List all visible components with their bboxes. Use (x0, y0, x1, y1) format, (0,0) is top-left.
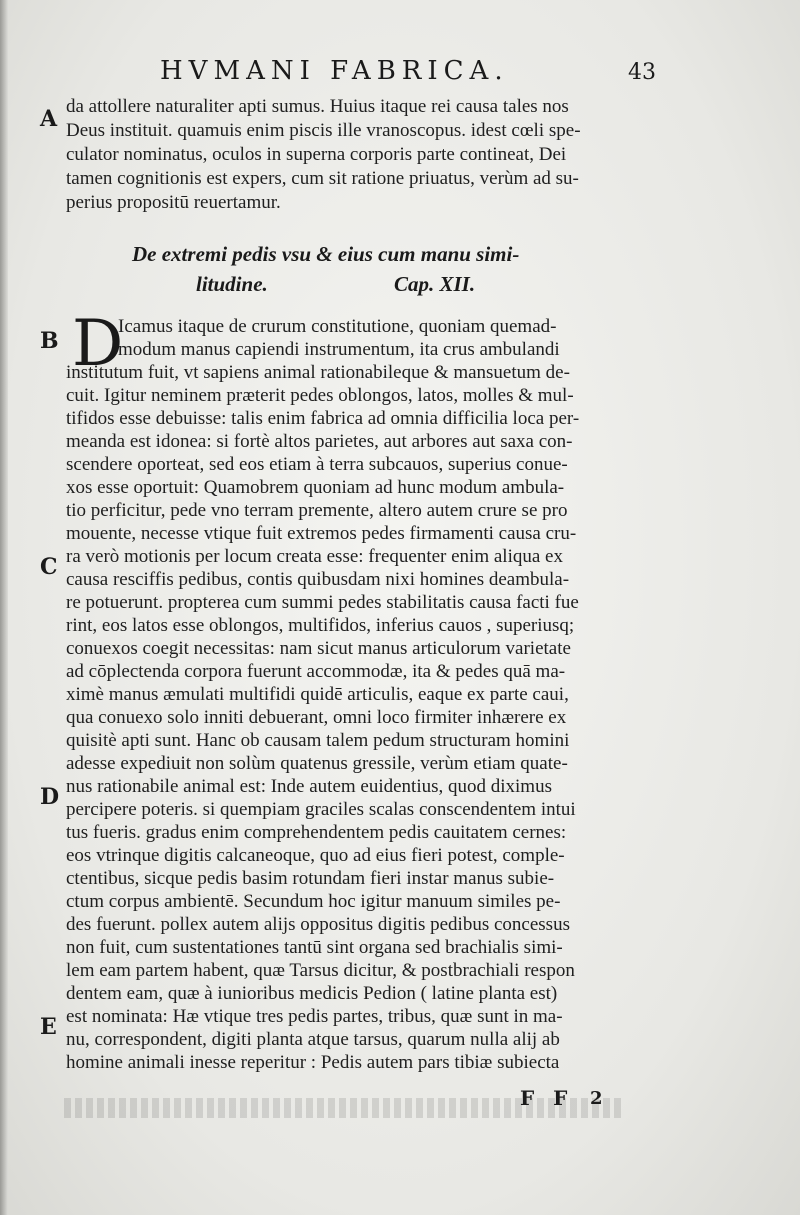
text-line: cuit. Igitur neminem præterit pedes oblongos, latos, molles & mul- (66, 385, 574, 406)
text-line: xos esse oportuit: Quamobrem quoniam ad hunc modum ambula- (66, 477, 565, 498)
margin-letter-b: B (40, 328, 59, 354)
margin-letter-a: A (40, 106, 58, 132)
running-title: HVMANI FABRICA. (160, 56, 509, 86)
text-line: rint, eos latos esse oblongos, multifidos, inferius cauos , superiusq; (66, 615, 575, 636)
text-line: institutum fuit, vt sapiens animal rationabileque & mansuetum de- (66, 362, 570, 383)
text-line: quisitè apti sunt. Hanc ob causam talem pedum structuram homini (66, 730, 570, 751)
page-number: 43 (628, 60, 656, 85)
text-line: ctentibus, sicque pedis basim rotundam fieri instar manus subie- (66, 868, 555, 889)
text-line: modum manus capiendi instrumentum, ita crus ambulandi (118, 339, 560, 360)
text-line: ximè manus æmulati multifidi quidē articulis, eaque ex parte caui, (66, 684, 569, 705)
text-line: culator nominatus, oculos in superna corporis parte contineat, Dei (66, 144, 567, 165)
text-line: homine animali inesse reperitur : Pedis autem pars tibiæ subiecta (66, 1052, 560, 1073)
text-line: des fuerunt. pollex autem alijs oppositus digitis pedibus concessus (66, 914, 570, 935)
text-line: nus rationabile animal est: Inde autem euidentius, quod diximus (66, 776, 552, 797)
text-line: ad cōplectenda corpora fuerunt accommodæ, ita & pedes quā ma- (66, 661, 566, 682)
text-line: causa resciffis pedibus, contis quibusdam nixi homines deambula- (66, 569, 570, 590)
chapter-heading-line1: De extremi pedis vsu & eius cum manu simi- (132, 242, 520, 266)
margin-letter-e: E (40, 1014, 57, 1040)
drop-capital: D (72, 307, 124, 381)
text-line: da attollere naturaliter apti sumus. Huius itaque rei causa tales nos (66, 96, 569, 117)
chapter-label: Cap. XII. (394, 272, 476, 296)
signature-mark: F F (520, 1086, 574, 1110)
text-line: qua conuexo solo inniti debuerant, omni loco firmiter inhærere ex (66, 707, 567, 728)
text-line: dentem eam, quæ à iunioribus medicis Pedion ( latine planta est) (66, 983, 558, 1004)
text-line: tamen cognitionis est expers, cum sit ratione priuatus, verùm ad su- (66, 168, 579, 189)
text-line: non fuit, cum sustentationes tantū sint organa sed brachialis simi- (66, 937, 563, 958)
text-line: adesse expediuit non solùm quatenus gressile, verùm etiam quate- (66, 753, 568, 774)
text-line: mouente, necesse vtique fuit extremos pedes firmamenti causa cru- (66, 523, 577, 544)
text-line: perius propositū reuertamur. (66, 192, 281, 213)
text-line: ctum corpus ambientē. Secundum hoc igitur manuum similes pe- (66, 891, 561, 912)
text-line: ra verò motionis per locum creata esse: frequenter enim aliqua ex (66, 546, 563, 567)
margin-letter-c: C (40, 554, 58, 580)
text-line: tio perficitur, pede vno terram premente, altero autem crure se pro (66, 500, 568, 521)
text-line: tifidos esse debuisse: talis enim fabrica ad omnia difficilia loca per- (66, 408, 580, 429)
text-line: scendere oporteat, sed eos etiam à terra subcauos, superius conue- (66, 454, 568, 475)
text-line: lem eam partem habent, quæ Tarsus dicitur, & postbrachiali respon (66, 960, 575, 981)
signature-number: 2 (590, 1088, 603, 1109)
text-line: conuexos coegit necessitas: nam sicut manus articulorum varietate (66, 638, 571, 659)
text-line: Deus instituit. quamuis enim piscis ille vranoscopus. idest cœli spe- (66, 120, 581, 141)
text-line: eos vtrinque digitis calcaneoque, quo ad eius fieri potest, comple- (66, 845, 565, 866)
page-edge-shadow (0, 0, 8, 1215)
text-line: tus fueris. gradus enim comprehendentem pedis cauitatem cernes: (66, 822, 567, 843)
text-line: Icamus itaque de crurum constitutione, quoniam quemad- (118, 316, 557, 337)
text-line: percipere poteris. si quempiam graciles scalas conscendentem intui (66, 799, 576, 820)
chapter-heading-line2: litudine. (196, 272, 268, 296)
text-line: est nominata: Hæ vtique tres pedis partes, tribus, quæ sunt in ma- (66, 1006, 563, 1027)
margin-letter-d: D (40, 784, 60, 810)
text-line: nu, correspondent, digiti planta atque tarsus, quarum nulla alij ab (66, 1029, 560, 1050)
text-line: re potuerunt. propterea cum summi pedes stabilitatis causa facti fue (66, 592, 579, 613)
text-line: meanda est idonea: si fortè altos parietes, aut arbores aut saxa con- (66, 431, 573, 452)
